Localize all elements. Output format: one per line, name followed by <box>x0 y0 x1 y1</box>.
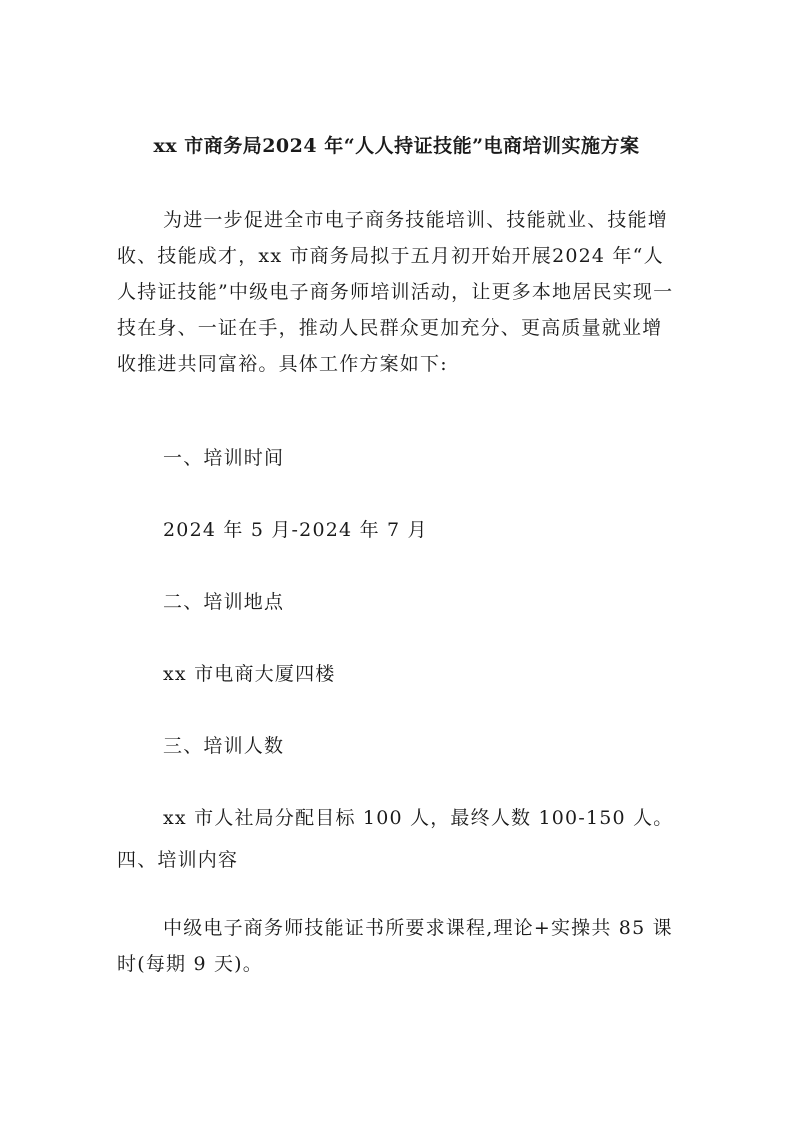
section-heading-headcount: 三、培训人数 <box>163 735 285 757</box>
section-heading-content: 四、培训内容 <box>117 849 239 871</box>
section-body-headcount: xx 市人社局分配目标 100 人，最终人数 100-150 人。 <box>163 807 674 829</box>
section-heading-time: 一、培训时间 <box>163 447 285 469</box>
section-body-time: 2024 年 5 月-2024 年 7 月 <box>163 519 428 541</box>
section-body-content: 中级电子商务师技能证书所要求课程,理论+实操共 85 课时(每期 9 天)。 <box>117 917 673 975</box>
section-heading-location: 二、培训地点 <box>163 591 285 613</box>
document-title: xx 市商务局2024 年“人人持证技能”电商培训实施方案 <box>153 135 640 157</box>
intro-paragraph: 为进一步促进全市电子商务技能培训、技能就业、技能增收、技能成才，xx 市商务局拟于五月初开始开展2024 年“人人持证技能”中级电子商务师培训活动，让更多本地居民实现一技在身、一证在手，推动人民群众更加充分、更高质量就业增收推进共同富裕。具体工作方案如下: <box>117 209 674 375</box>
section-body-location: xx 市电商大厦四楼 <box>163 663 336 685</box>
